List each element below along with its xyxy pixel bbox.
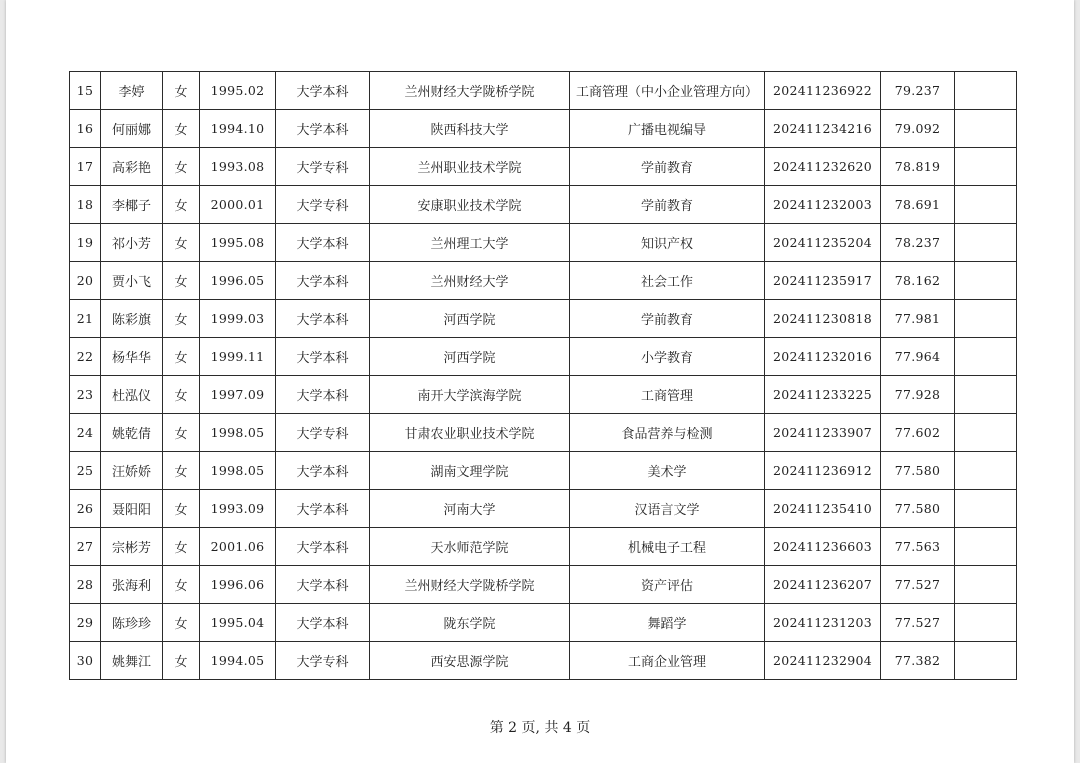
cell-major: 工商管理（中小企业管理方向） xyxy=(570,72,765,110)
cell-exam-id: 202411230818 xyxy=(765,300,881,338)
cell-education: 大学专科 xyxy=(276,642,370,680)
cell-school: 安康职业技术学院 xyxy=(370,186,570,224)
table-row xyxy=(70,376,1017,414)
cell-exam-id: 202411236912 xyxy=(765,452,881,490)
cell-name: 汪娇娇 xyxy=(101,452,163,490)
cell-gender: 女 xyxy=(163,490,200,528)
cell-major: 小学教育 xyxy=(570,338,765,376)
cell-gender: 女 xyxy=(163,186,200,224)
cell-number: 26 xyxy=(70,490,101,528)
cell-major: 知识产权 xyxy=(570,224,765,262)
cell-score: 78.819 xyxy=(881,148,955,186)
table-row xyxy=(70,300,1017,338)
cell-score: 77.981 xyxy=(881,300,955,338)
cell-gender: 女 xyxy=(163,300,200,338)
cell-gender: 女 xyxy=(163,110,200,148)
cell-education: 大学本科 xyxy=(276,376,370,414)
cell-note xyxy=(955,186,1017,224)
cell-school: 兰州财经大学 xyxy=(370,262,570,300)
cell-major: 机械电子工程 xyxy=(570,528,765,566)
table-row xyxy=(70,148,1017,186)
cell-school: 河西学院 xyxy=(370,300,570,338)
cell-school: 河南大学 xyxy=(370,490,570,528)
cell-number: 25 xyxy=(70,452,101,490)
table-row xyxy=(70,186,1017,224)
cell-exam-id: 202411231203 xyxy=(765,604,881,642)
cell-school: 兰州财经大学陇桥学院 xyxy=(370,72,570,110)
cell-score: 78.237 xyxy=(881,224,955,262)
cell-major: 学前教育 xyxy=(570,148,765,186)
cell-gender: 女 xyxy=(163,262,200,300)
cell-birth-date: 1993.08 xyxy=(200,148,276,186)
cell-score: 77.527 xyxy=(881,604,955,642)
cell-note xyxy=(955,300,1017,338)
cell-birth-date: 1994.05 xyxy=(200,642,276,680)
cell-number: 16 xyxy=(70,110,101,148)
cell-note xyxy=(955,452,1017,490)
cell-gender: 女 xyxy=(163,566,200,604)
cell-education: 大学本科 xyxy=(276,528,370,566)
cell-school: 南开大学滨海学院 xyxy=(370,376,570,414)
cell-exam-id: 202411232003 xyxy=(765,186,881,224)
cell-score: 77.580 xyxy=(881,452,955,490)
cell-score: 77.563 xyxy=(881,528,955,566)
cell-school: 兰州理工大学 xyxy=(370,224,570,262)
cell-birth-date: 2000.01 xyxy=(200,186,276,224)
cell-note xyxy=(955,414,1017,452)
cell-number: 19 xyxy=(70,224,101,262)
cell-major: 资产评估 xyxy=(570,566,765,604)
cell-score: 77.382 xyxy=(881,642,955,680)
table-row xyxy=(70,110,1017,148)
cell-major: 社会工作 xyxy=(570,262,765,300)
cell-major: 学前教育 xyxy=(570,300,765,338)
cell-exam-id: 202411232016 xyxy=(765,338,881,376)
cell-gender: 女 xyxy=(163,224,200,262)
cell-education: 大学专科 xyxy=(276,148,370,186)
cell-note xyxy=(955,224,1017,262)
cell-score: 79.092 xyxy=(881,110,955,148)
cell-exam-id: 202411232904 xyxy=(765,642,881,680)
table-body xyxy=(70,72,1017,680)
cell-education: 大学本科 xyxy=(276,262,370,300)
cell-major: 工商管理 xyxy=(570,376,765,414)
cell-note xyxy=(955,72,1017,110)
cell-gender: 女 xyxy=(163,414,200,452)
cell-name: 姚舞江 xyxy=(101,642,163,680)
cell-name: 李椰子 xyxy=(101,186,163,224)
cell-major: 舞蹈学 xyxy=(570,604,765,642)
page-footer: 第 2 页, 共 4 页 xyxy=(489,720,591,736)
cell-exam-id: 202411233225 xyxy=(765,376,881,414)
cell-name: 宗彬芳 xyxy=(101,528,163,566)
cell-note xyxy=(955,376,1017,414)
cell-name: 祁小芳 xyxy=(101,224,163,262)
cell-exam-id: 202411235410 xyxy=(765,490,881,528)
cell-birth-date: 2001.06 xyxy=(200,528,276,566)
table-row xyxy=(70,262,1017,300)
cell-gender: 女 xyxy=(163,72,200,110)
cell-exam-id: 202411236207 xyxy=(765,566,881,604)
cell-birth-date: 1998.05 xyxy=(200,452,276,490)
cell-birth-date: 1996.05 xyxy=(200,262,276,300)
cell-gender: 女 xyxy=(163,528,200,566)
cell-education: 大学专科 xyxy=(276,186,370,224)
cell-school: 西安思源学院 xyxy=(370,642,570,680)
cell-major: 工商企业管理 xyxy=(570,642,765,680)
cell-school: 甘肃农业职业技术学院 xyxy=(370,414,570,452)
table-row xyxy=(70,338,1017,376)
table-row xyxy=(70,642,1017,680)
cell-school: 兰州财经大学陇桥学院 xyxy=(370,566,570,604)
cell-birth-date: 1997.09 xyxy=(200,376,276,414)
cell-number: 24 xyxy=(70,414,101,452)
cell-name: 高彩艳 xyxy=(101,148,163,186)
cell-note xyxy=(955,566,1017,604)
cell-note xyxy=(955,528,1017,566)
cell-number: 17 xyxy=(70,148,101,186)
cell-exam-id: 202411234216 xyxy=(765,110,881,148)
cell-exam-id: 202411232620 xyxy=(765,148,881,186)
cell-education: 大学本科 xyxy=(276,604,370,642)
cell-exam-id: 202411235917 xyxy=(765,262,881,300)
cell-birth-date: 1995.08 xyxy=(200,224,276,262)
cell-number: 23 xyxy=(70,376,101,414)
cell-note xyxy=(955,262,1017,300)
cell-score: 77.602 xyxy=(881,414,955,452)
results-table xyxy=(69,71,1017,680)
cell-name: 何丽娜 xyxy=(101,110,163,148)
cell-name: 杜泓仪 xyxy=(101,376,163,414)
table-row xyxy=(70,224,1017,262)
cell-birth-date: 1995.02 xyxy=(200,72,276,110)
cell-score: 78.691 xyxy=(881,186,955,224)
cell-score: 78.162 xyxy=(881,262,955,300)
table-row xyxy=(70,566,1017,604)
cell-school: 兰州职业技术学院 xyxy=(370,148,570,186)
cell-exam-id: 202411233907 xyxy=(765,414,881,452)
cell-gender: 女 xyxy=(163,452,200,490)
cell-education: 大学本科 xyxy=(276,110,370,148)
cell-exam-id: 202411236603 xyxy=(765,528,881,566)
cell-note xyxy=(955,642,1017,680)
cell-name: 陈珍珍 xyxy=(101,604,163,642)
cell-education: 大学专科 xyxy=(276,414,370,452)
cell-name: 陈彩旗 xyxy=(101,300,163,338)
cell-note xyxy=(955,110,1017,148)
cell-gender: 女 xyxy=(163,642,200,680)
cell-education: 大学本科 xyxy=(276,300,370,338)
cell-school: 河西学院 xyxy=(370,338,570,376)
cell-score: 77.928 xyxy=(881,376,955,414)
cell-school: 天水师范学院 xyxy=(370,528,570,566)
cell-school: 湖南文理学院 xyxy=(370,452,570,490)
cell-number: 30 xyxy=(70,642,101,680)
cell-major: 食品营养与检测 xyxy=(570,414,765,452)
cell-name: 杨华华 xyxy=(101,338,163,376)
cell-number: 28 xyxy=(70,566,101,604)
cell-education: 大学本科 xyxy=(276,490,370,528)
cell-note xyxy=(955,338,1017,376)
cell-number: 20 xyxy=(70,262,101,300)
cell-school: 陇东学院 xyxy=(370,604,570,642)
cell-education: 大学本科 xyxy=(276,452,370,490)
table-row xyxy=(70,490,1017,528)
table-row xyxy=(70,452,1017,490)
cell-gender: 女 xyxy=(163,338,200,376)
cell-birth-date: 1998.05 xyxy=(200,414,276,452)
document-page xyxy=(6,0,1074,763)
cell-birth-date: 1994.10 xyxy=(200,110,276,148)
cell-score: 77.580 xyxy=(881,490,955,528)
cell-education: 大学本科 xyxy=(276,224,370,262)
cell-major: 学前教育 xyxy=(570,186,765,224)
table-row xyxy=(70,414,1017,452)
cell-number: 21 xyxy=(70,300,101,338)
cell-major: 美术学 xyxy=(570,452,765,490)
cell-birth-date: 1999.03 xyxy=(200,300,276,338)
cell-education: 大学本科 xyxy=(276,566,370,604)
cell-name: 李婷 xyxy=(101,72,163,110)
cell-note xyxy=(955,148,1017,186)
table-row xyxy=(70,604,1017,642)
cell-score: 77.527 xyxy=(881,566,955,604)
cell-note xyxy=(955,490,1017,528)
cell-number: 27 xyxy=(70,528,101,566)
cell-education: 大学本科 xyxy=(276,338,370,376)
cell-birth-date: 1995.04 xyxy=(200,604,276,642)
cell-name: 贾小飞 xyxy=(101,262,163,300)
cell-major: 广播电视编导 xyxy=(570,110,765,148)
cell-birth-date: 1999.11 xyxy=(200,338,276,376)
cell-name: 聂阳阳 xyxy=(101,490,163,528)
cell-education: 大学本科 xyxy=(276,72,370,110)
cell-note xyxy=(955,604,1017,642)
cell-gender: 女 xyxy=(163,604,200,642)
cell-birth-date: 1993.09 xyxy=(200,490,276,528)
cell-major: 汉语言文学 xyxy=(570,490,765,528)
cell-number: 15 xyxy=(70,72,101,110)
table-row xyxy=(70,72,1017,110)
cell-school: 陕西科技大学 xyxy=(370,110,570,148)
cell-birth-date: 1996.06 xyxy=(200,566,276,604)
cell-score: 77.964 xyxy=(881,338,955,376)
cell-number: 22 xyxy=(70,338,101,376)
cell-gender: 女 xyxy=(163,148,200,186)
cell-name: 姚乾倩 xyxy=(101,414,163,452)
cell-score: 79.237 xyxy=(881,72,955,110)
cell-exam-id: 202411236922 xyxy=(765,72,881,110)
cell-name: 张海利 xyxy=(101,566,163,604)
cell-exam-id: 202411235204 xyxy=(765,224,881,262)
table-row xyxy=(70,528,1017,566)
cell-gender: 女 xyxy=(163,376,200,414)
cell-number: 29 xyxy=(70,604,101,642)
cell-number: 18 xyxy=(70,186,101,224)
